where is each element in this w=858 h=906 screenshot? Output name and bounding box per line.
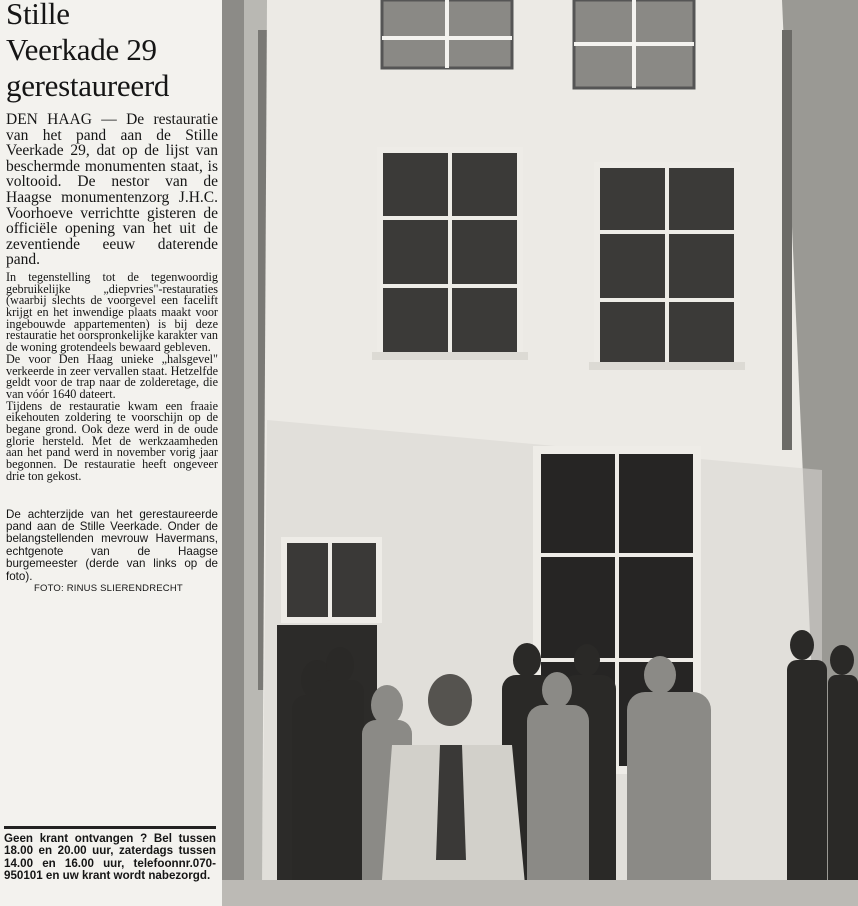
headline-line-1: Stille (6, 0, 70, 31)
article-column (0, 0, 222, 906)
photo-credit: FOTO: RINUS SLIERENDRECHT (34, 583, 183, 595)
headline-line-2: Veerkade 29 (6, 32, 157, 67)
news-photo (222, 0, 858, 906)
body-paragraph-2: De voor Den Haag unieke „halsgevel" verkeerde in zeer vervallen staat. Hetzelfde geldt voor de trap naar de zolderetage, die van vóór 1640 dateert. (6, 351, 218, 401)
photo-caption: De achterzijde van het gerestaureerde pand aan de Stille Veerkade. Onder de belangstellenden mevrouw Havermans, echtgenote van de Haagse burgemeester (derde van links op de foto). (6, 507, 218, 583)
body-paragraph-3: Tijdens de restauratie kwam een fraaie eikehouten zoldering te voorschijn op de begane grond. Ook deze werd in de oude glorie hersteld. Met de werkzaamheden aan het pand werd in november vorig jaar begonnen. De restauratie heeft ongeveer drie ton gekost. (6, 398, 218, 483)
headline-line-3: gerestaureerd (6, 68, 170, 103)
delivery-notice: Geen krant ontvangen ? Bel tussen 18.00 en 20.00 uur, zaterdags tussen 14.00 en 16.00 uur, telefoonnr.070-950101 en uw krant wordt nabezorgd. (4, 826, 216, 883)
headline (6, 0, 218, 104)
lead-paragraph: DEN HAAG — De restauratie van het pand aan de Stille Veerkade 29, dat op de lijst van beschermde monumenten staat, is voltooid. De nestor van de Haagse monumentenzorg J.H.C. Voorhoeve verrichtte gisteren de officiële opening van het uit de zeventiende eeuw daterende pand. (6, 111, 218, 269)
body-paragraph-1: In tegenstelling tot de tegenwoordig gebruikelijke „diepvries"-restauraties (waarbij slechts de voorgevel een facelift krijgt en het inwendige plaats maakt voor ingebouwde appartementen) is bij deze restauratie het oorspronkelijke karakter van de woning grotendeels bewaard gebleven. (6, 269, 218, 355)
building-facade-photo (222, 0, 858, 906)
